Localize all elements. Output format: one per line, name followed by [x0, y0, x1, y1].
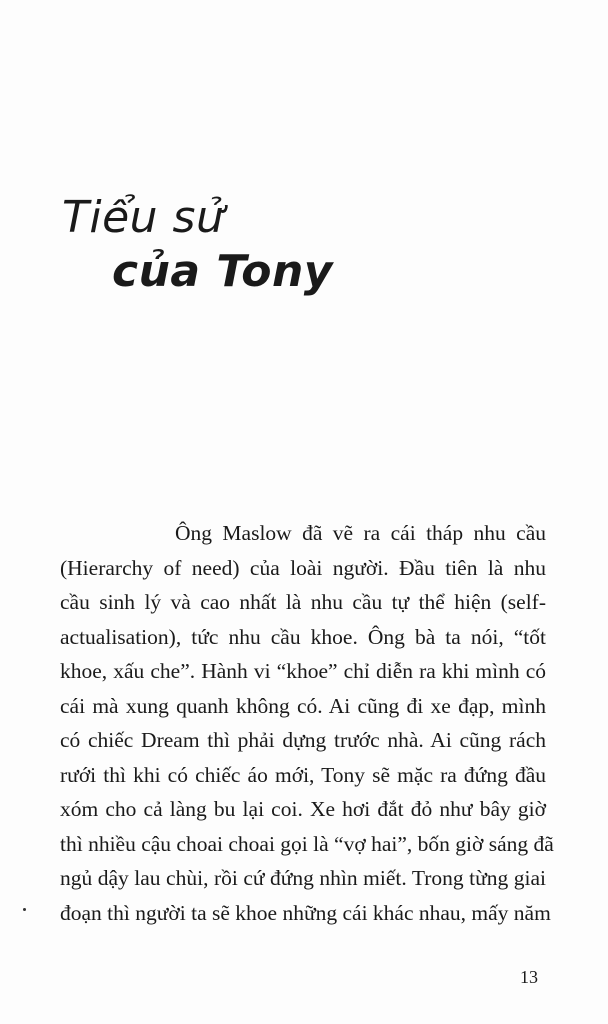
- body-line: xóm cho cả làng bu lại coi. Xe hơi đắt đỏ như bây giờ: [60, 797, 546, 821]
- body-line: khoe, xấu che”. Hành vi “khoe” chỉ diễn ra khi mình có: [60, 659, 546, 683]
- body-paragraph: [60, 516, 554, 930]
- body-line: có chiếc Dream thì phải dựng trước nhà. Ai cũng rách: [60, 728, 546, 752]
- page-number: 13: [520, 967, 538, 987]
- scan-speck: [23, 908, 26, 911]
- body-line: cái mà xung quanh không có. Ai cũng đi xe đạp, mình: [60, 693, 546, 718]
- body-line: đoạn thì người ta sẽ khoe những cái khác nhau, mấy năm: [60, 900, 551, 925]
- body-line: (Hierarchy of need) của loài người. Đầu tiên là nhu: [60, 555, 546, 580]
- chapter-title-line-1: Tiểu sử: [62, 192, 225, 243]
- body-line: actualisation), tức nhu cầu khoe. Ông bà ta nói, “tốt: [60, 624, 546, 649]
- chapter-title-line-2: của Tony: [112, 246, 333, 297]
- body-line: ngủ dậy lau chùi, rồi cứ đứng nhìn miết. Trong từng giai: [60, 866, 546, 890]
- body-line: Ông Maslow đã vẽ ra cái tháp nhu cầu: [175, 521, 546, 545]
- body-line: rưới thì khi có chiếc áo mới, Tony sẽ mặc ra đứng đầu: [60, 762, 546, 787]
- body-line: thì nhiều cậu choai choai gọi là “vợ hai”, bốn giờ sáng đã: [60, 831, 554, 856]
- body-line: cầu sinh lý và cao nhất là nhu cầu tự thể hiện (self-: [60, 590, 546, 614]
